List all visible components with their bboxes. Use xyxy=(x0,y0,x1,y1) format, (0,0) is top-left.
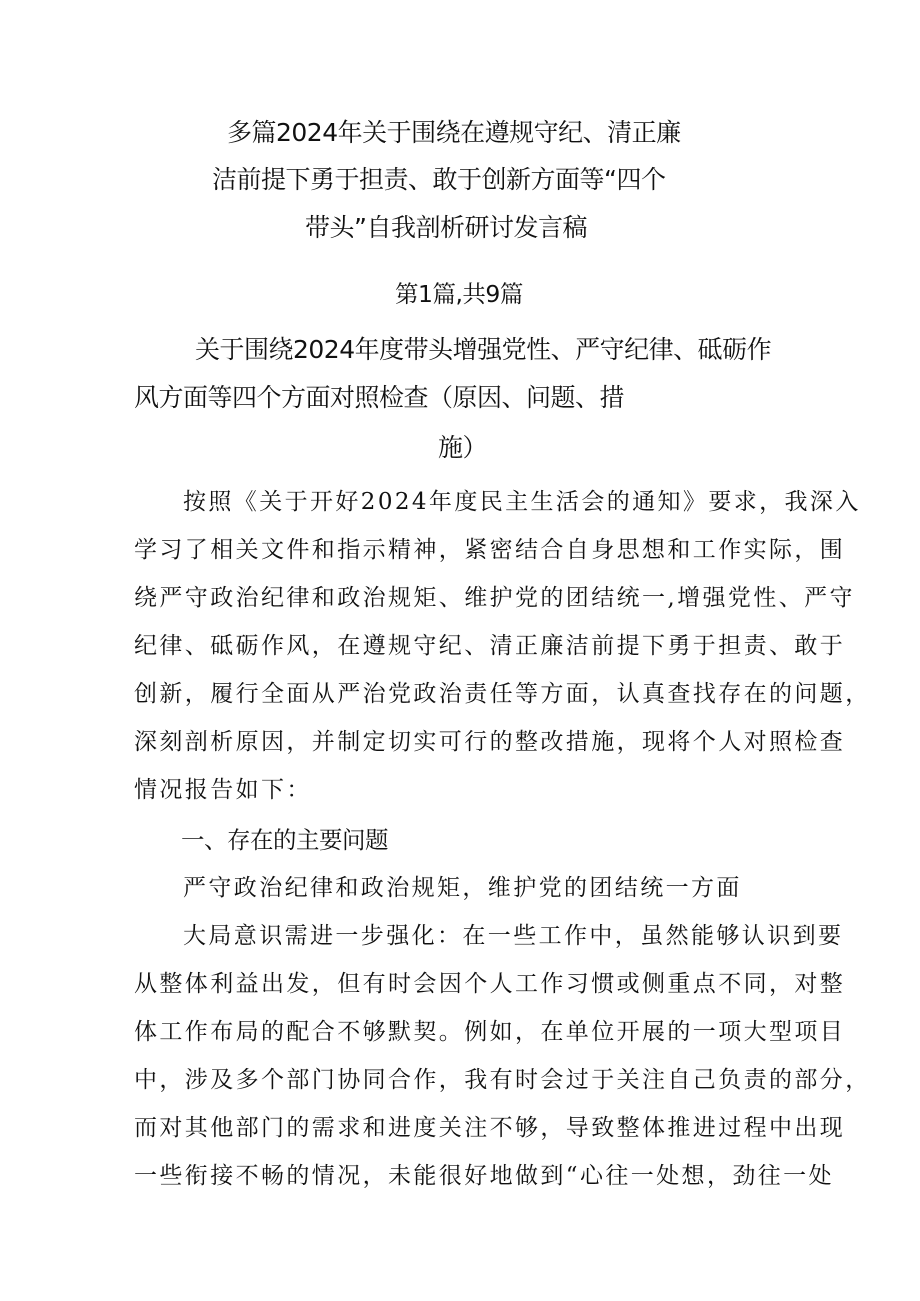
subsection-heading: 严守政治纪律和政治规矩，维护党的团结统一方面 xyxy=(183,875,742,901)
subtitle-line-1: 关于围绕2024年度带头增强党性、严守纪律、砥砺作 xyxy=(195,335,772,364)
paragraph-line-6: 一些衔接不畅的情况，未能很好地做到“心往一处想，劲往一处 xyxy=(134,1163,834,1189)
title-line-3: 带头”自我剖析研讨发言稿 xyxy=(305,213,587,242)
intro-line-5: 创新，履行全面从严治党政治责任等方面，认真查找存在的问题， xyxy=(134,681,871,707)
subtitle-line-2: 风方面等四个方面对照检查（原因、问题、措 xyxy=(134,383,625,412)
paragraph-line-4: 中，涉及多个部门协同合作，我有时会过于关注自己负责的部分， xyxy=(134,1067,871,1093)
paragraph-line-5: 而对其他部门的需求和进度关注不够，导致整体推进过程中出现 xyxy=(134,1115,846,1141)
intro-line-3: 绕严守政治纪律和政治规矩、维护党的团结统一,增强党性、严守 xyxy=(134,585,855,611)
subtitle-line-3: 施） xyxy=(438,433,488,462)
intro-line-6: 深刻剖析原因，并制定切实可行的整改措施，现将个人对照检查 xyxy=(134,729,846,755)
title-line-2: 洁前提下勇于担责、敢于创新方面等“四个 xyxy=(212,165,666,194)
intro-line-4: 纪律、砥砺作风，在遵规守纪、清正廉洁前提下勇于担责、敢于 xyxy=(134,633,846,659)
title-line-1: 多篇2024年关于围绕在遵规守纪、清正廉 xyxy=(227,118,681,147)
paragraph-line-2: 从整体利益出发，但有时会因个人工作习惯或侧重点不同，对整 xyxy=(134,971,846,997)
paragraph-line-1: 大局意识需进一步强化：在一些工作中，虽然能够认识到要 xyxy=(183,923,844,949)
part-label: 第1篇,共9篇 xyxy=(395,280,523,308)
paragraph-line-3: 体工作布局的配合不够默契。例如，在单位开展的一项大型项目 xyxy=(134,1019,846,1045)
section-heading: 一、存在的主要问题 xyxy=(181,826,388,854)
intro-line-2: 学习了相关文件和指示精神，紧密结合自身思想和工作实际，围 xyxy=(134,537,846,563)
intro-line-1: 按照《关于开好2024年度民主生活会的通知》要求，我深入 xyxy=(183,489,861,515)
intro-line-7: 情况报告如下： xyxy=(134,777,312,803)
